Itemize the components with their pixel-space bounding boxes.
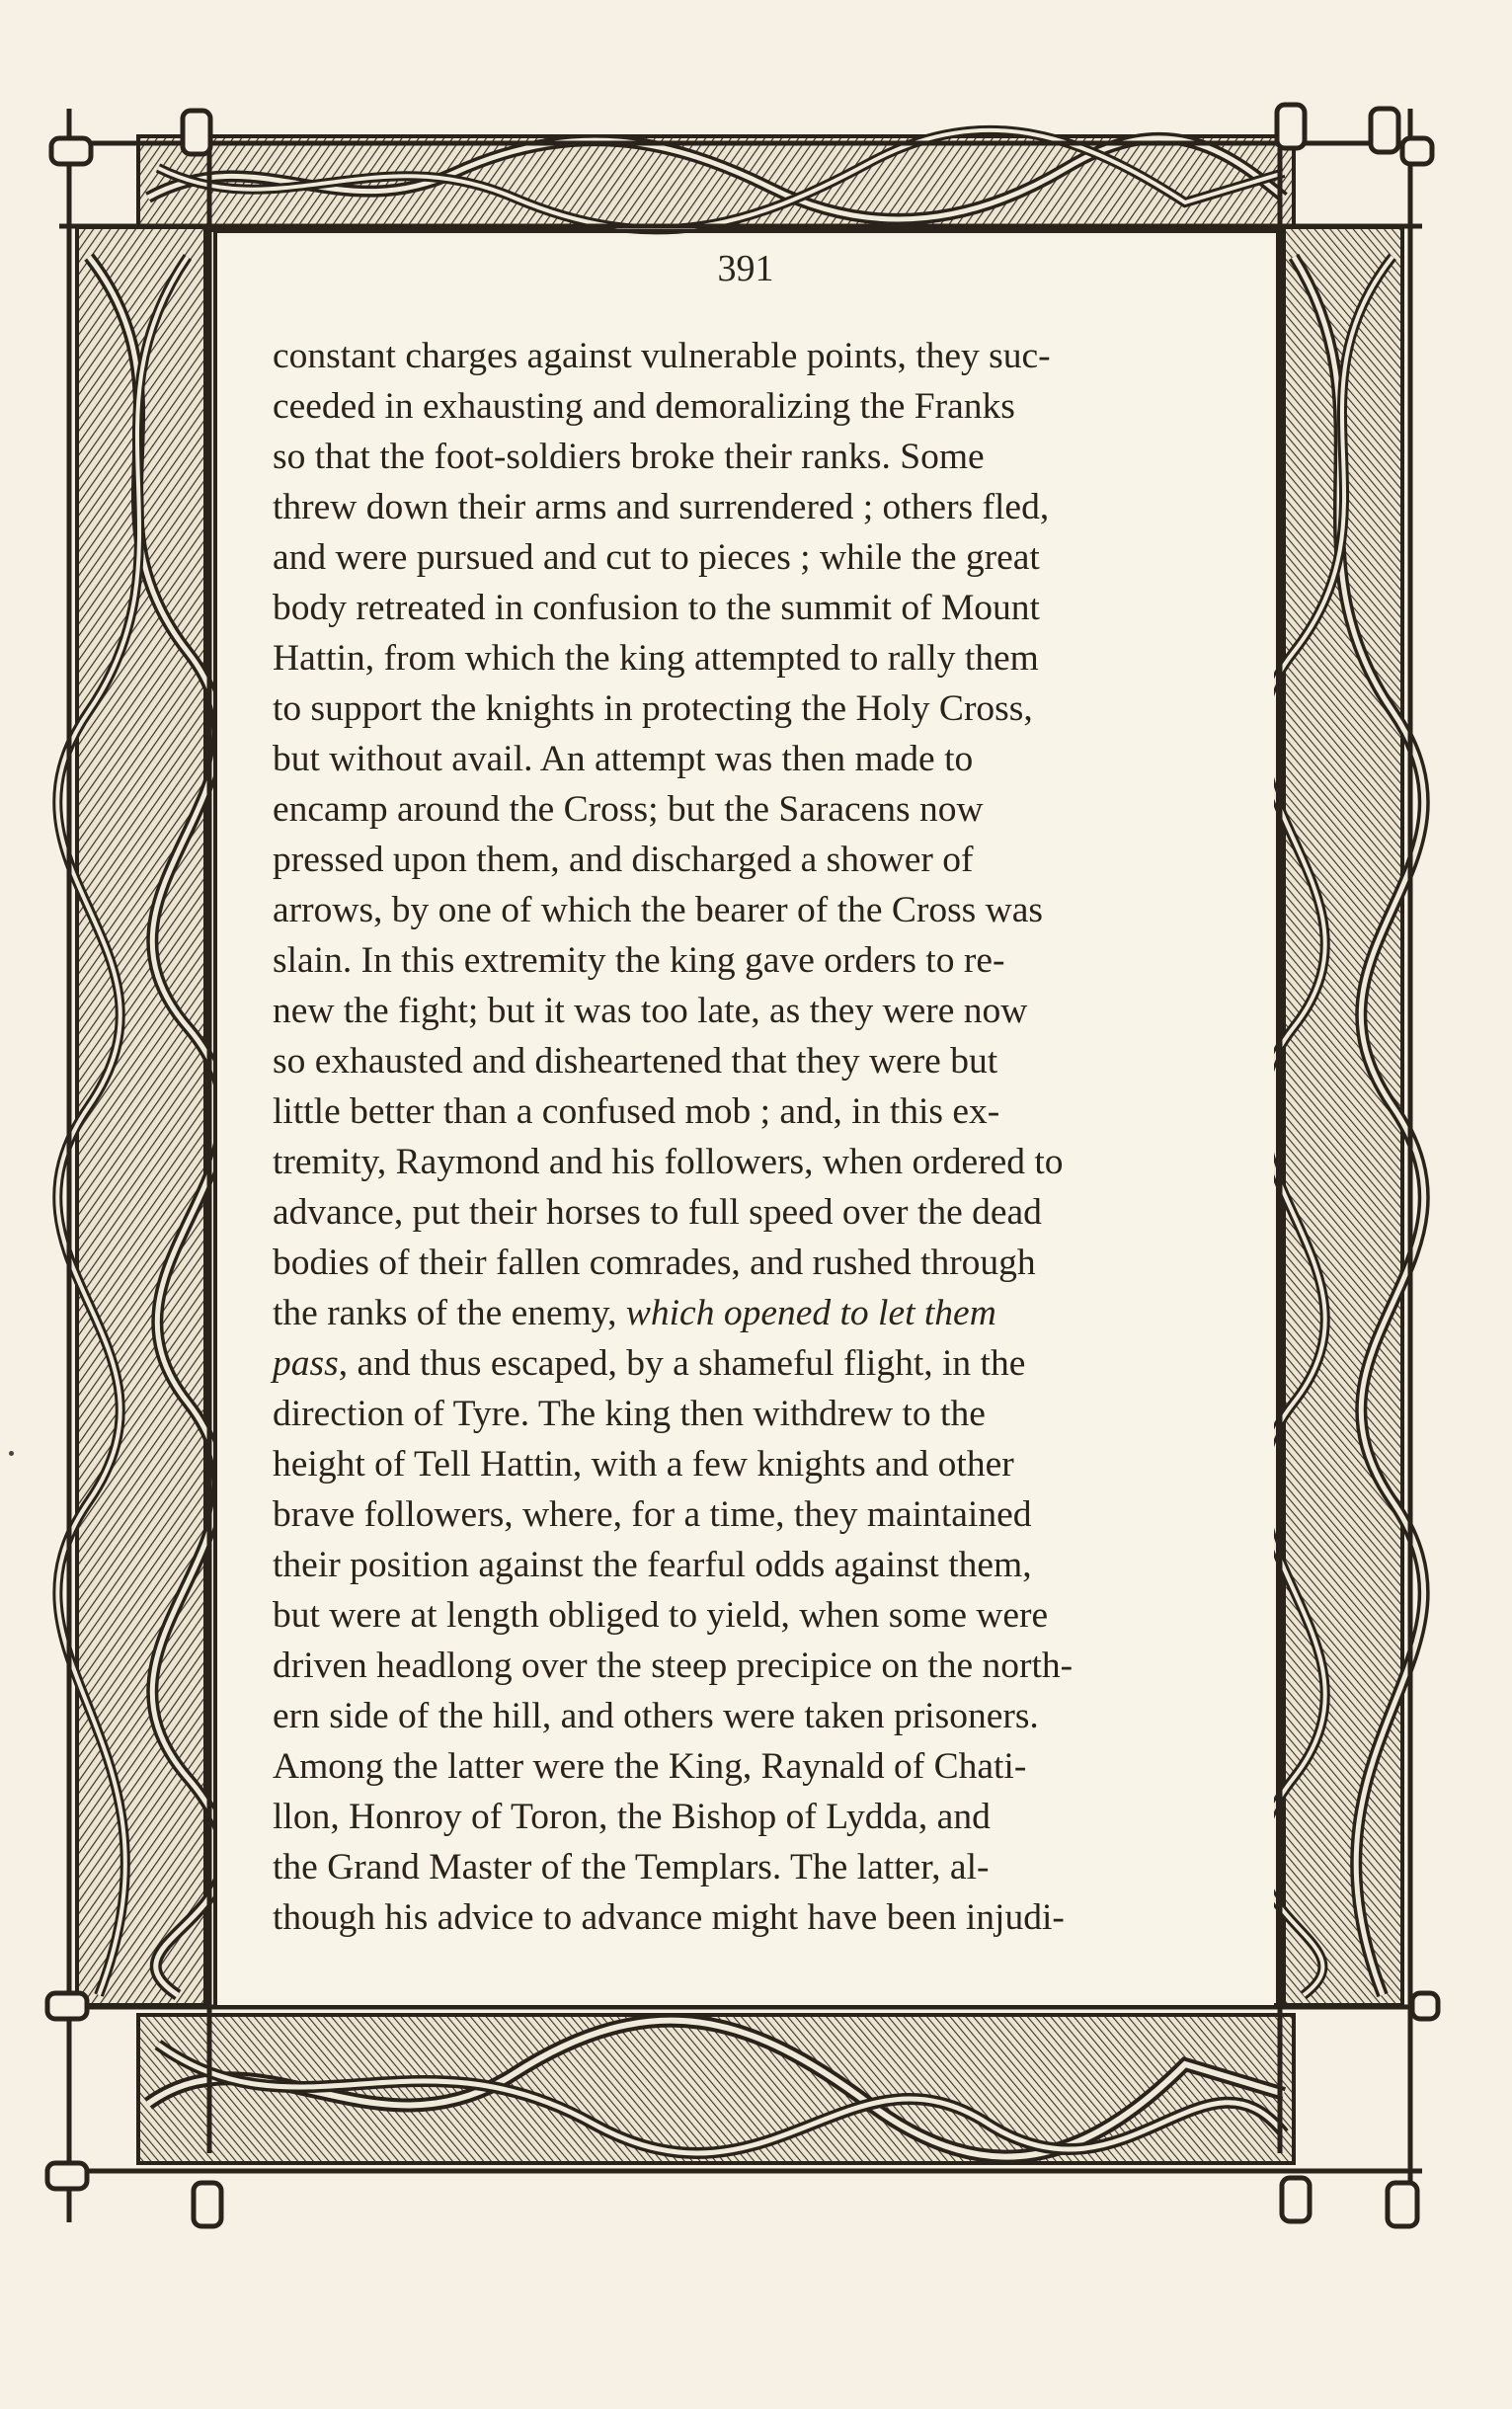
text-line-content: but without avail. An attempt was then made to	[273, 739, 974, 779]
text-line-content: ern side of the hill, and others were taken prisoners.	[273, 1696, 1039, 1736]
text-line	[273, 1439, 1227, 1489]
text-line	[273, 986, 1227, 1036]
text-line-content: new the fight; but it was too late, as they were now	[273, 991, 1028, 1031]
text-line	[273, 331, 1227, 381]
left-border-band	[57, 109, 224, 2222]
text-line	[273, 683, 1227, 734]
text-line-content: to support the knights in protecting the Holy Cross,	[273, 688, 1033, 729]
right-border-band	[1260, 109, 1424, 2222]
text-line	[273, 1892, 1227, 1943]
text-line-content: brave followers, where, for a time, they maintained	[273, 1494, 1032, 1535]
text-panel	[217, 237, 1274, 2005]
text-line-content: body retreated in confusion to the summit of Mount	[273, 588, 1040, 628]
body-text	[273, 331, 1227, 1943]
text-line	[273, 1792, 1227, 1842]
bottom-border-band	[49, 2007, 1422, 2171]
text-line-content: and were pursued and cut to pieces ; while the great	[273, 537, 1040, 578]
text-line	[273, 1238, 1227, 1288]
text-line-content: slain. In this extremity the king gave orders to re-	[273, 940, 1005, 981]
text-line	[273, 1842, 1227, 1892]
text-line	[273, 835, 1227, 885]
text-line	[273, 1590, 1227, 1641]
text-line-content: llon, Honroy of Toron, the Bishop of Lydda, and	[273, 1797, 991, 1837]
text-line	[273, 633, 1227, 683]
text-line	[273, 885, 1227, 935]
text-line-content: Among the latter were the King, Raynald of Chati-	[273, 1746, 1027, 1787]
text-line	[273, 1137, 1227, 1187]
text-line-content: threw down their arms and surrendered ; others fled,	[273, 487, 1050, 527]
text-line-italic: which opened to let them	[625, 1293, 996, 1333]
text-line-content: but were at length obliged to yield, when some were	[273, 1595, 1049, 1636]
text-line-content: their position against the fearful odds against them,	[273, 1545, 1032, 1585]
text-line-content: height of Tell Hattin, with a few knights and other	[273, 1444, 1014, 1485]
text-line	[273, 381, 1227, 432]
text-line-content: encamp around the Cross; but the Saracens now	[273, 789, 984, 830]
text-line-italic: pass	[273, 1343, 339, 1384]
text-line-content: little better than a confused mob ; and, in this ex-	[273, 1091, 1000, 1132]
text-line	[273, 734, 1227, 784]
text-line	[273, 784, 1227, 835]
text-line-content: constant charges against vulnerable points, they suc-	[273, 336, 1051, 376]
text-line	[273, 1338, 1227, 1389]
text-line	[273, 1288, 1227, 1338]
text-line-content: tremity, Raymond and his followers, when ordered to	[273, 1142, 1064, 1182]
text-line-roman: the ranks of the enemy,	[273, 1293, 626, 1333]
text-line	[273, 1641, 1227, 1691]
text-line	[273, 1187, 1227, 1238]
text-line-content: the Grand Master of the Templars. The latter, al-	[273, 1847, 990, 1887]
text-line-content: ceeded in exhausting and demoralizing the Franks	[273, 386, 1015, 427]
stray-ink-dot	[9, 1451, 14, 1456]
text-line	[273, 1540, 1227, 1590]
text-line	[273, 583, 1227, 633]
text-line	[273, 1489, 1227, 1540]
text-line-content: arrows, by one of which the bearer of the Cross was	[273, 890, 1043, 930]
text-line	[273, 1389, 1227, 1439]
page-number: 391	[717, 248, 774, 289]
text-line-content: Hattin, from which the king attempted to rally them	[273, 638, 1039, 679]
text-line-content: so exhausted and disheartened that they were but	[273, 1041, 998, 1082]
text-line	[273, 482, 1227, 532]
text-line-content: direction of Tyre. The king then withdrew to the	[273, 1394, 986, 1434]
text-line	[273, 432, 1227, 482]
text-line	[273, 1086, 1227, 1137]
text-line-content: driven headlong over the steep precipice on the north-	[273, 1646, 1074, 1686]
text-line	[273, 1691, 1227, 1741]
text-line-content: so that the foot-soldiers broke their ranks. Some	[273, 437, 985, 477]
text-line	[273, 1036, 1227, 1086]
text-line-content: though his advice to advance might have been injudi-	[273, 1897, 1065, 1938]
text-line-content: bodies of their fallen comrades, and rushed through	[273, 1243, 1036, 1283]
text-line-roman: , and thus escaped, by a shameful flight, in the	[338, 1343, 1026, 1384]
text-line	[273, 935, 1227, 986]
text-line-content: advance, put their horses to full speed over the dead	[273, 1192, 1042, 1233]
text-line-content: pressed upon them, and discharged a shower of	[273, 840, 974, 880]
text-line	[273, 532, 1227, 583]
top-border-band	[59, 130, 1422, 230]
text-line	[273, 1741, 1227, 1792]
